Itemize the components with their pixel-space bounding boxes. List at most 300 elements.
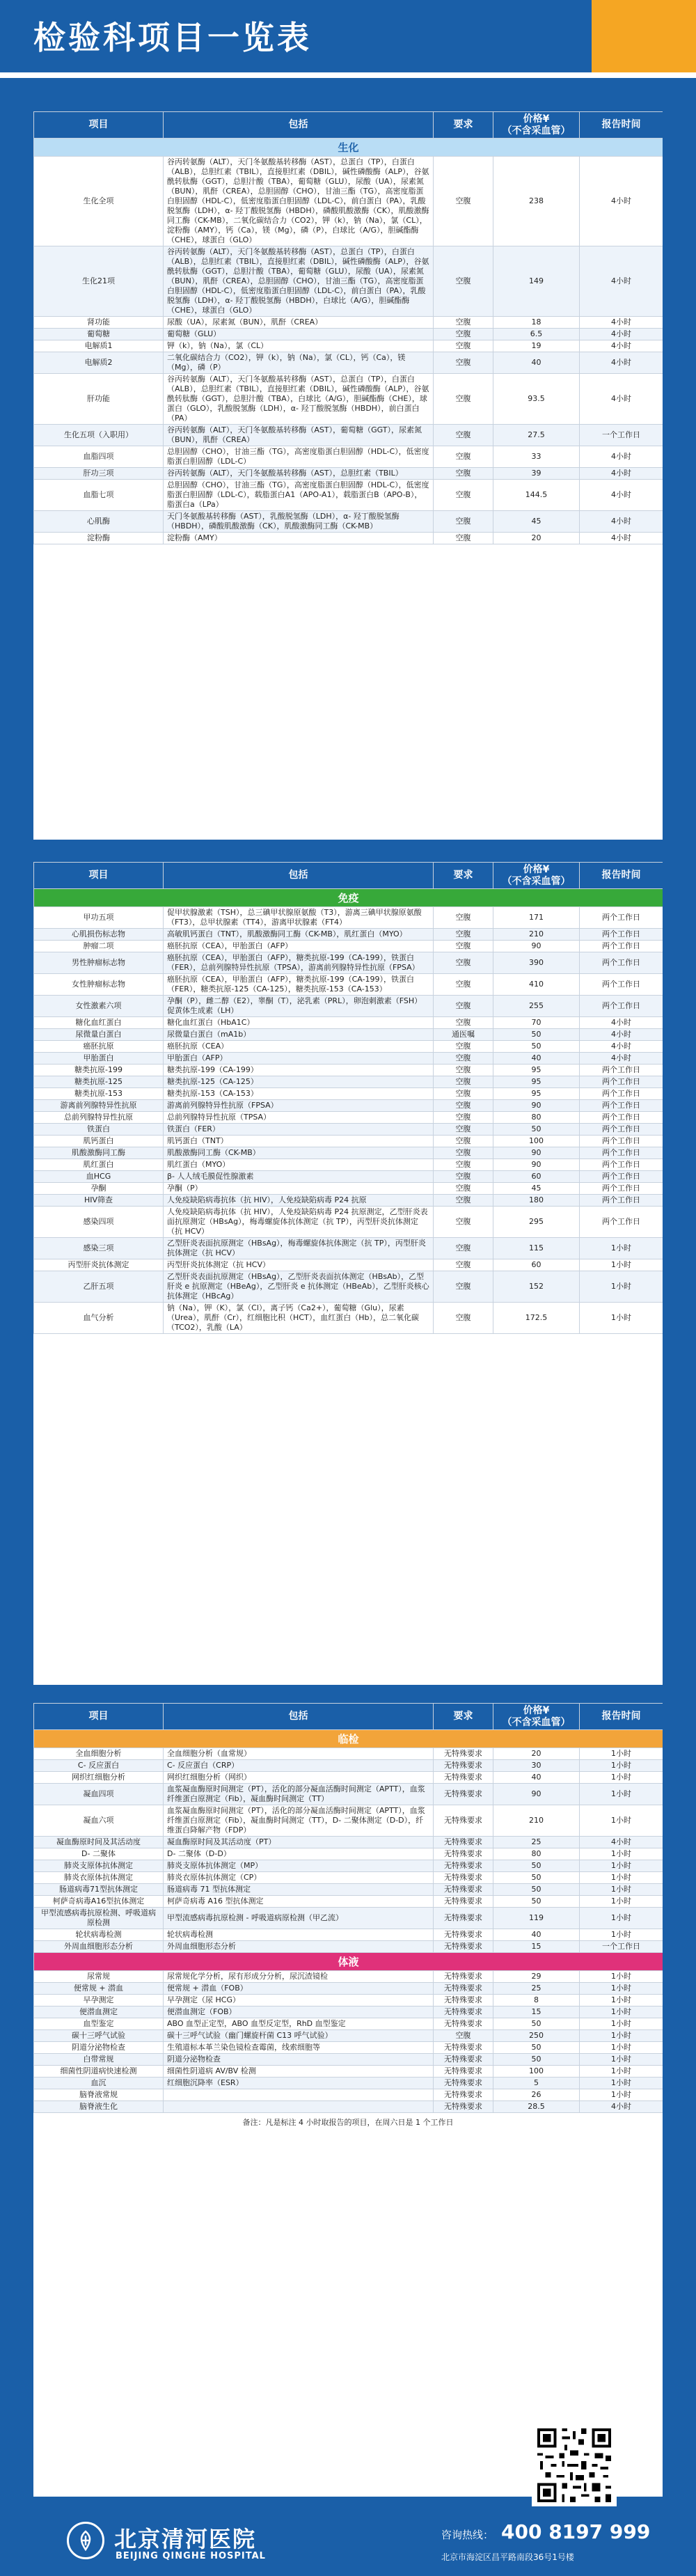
header-accent	[592, 0, 696, 72]
item-requirement: 空腹	[434, 929, 493, 941]
item-name: 尿常规	[34, 1971, 164, 1983]
item-includes: 肌钙蛋白（TNT）	[164, 1136, 434, 1147]
header-price: 价格¥ （不含采血管）	[493, 1704, 580, 1730]
item-requirement: 空腹	[434, 446, 493, 468]
item-name: 感染四项	[34, 1207, 164, 1238]
hotline-label: 咨询热线：	[441, 2529, 494, 2541]
item-report-time: 4小时	[580, 2101, 663, 2113]
item-requirement: 空腹	[434, 468, 493, 480]
table-row	[34, 1805, 663, 1837]
item-includes: 糖类抗原-125（CA-125）	[164, 1076, 434, 1088]
item-name: 血脂四项	[34, 446, 164, 468]
item-requirement: 空腹	[434, 340, 493, 352]
table-header-row	[34, 863, 663, 889]
item-price: 90	[493, 1147, 580, 1159]
item-includes: 癌胚抗原（CEA），甲胎蛋白（AFP），糖类抗原-199（CA-199），铁蛋白（FER），总前列腺特异性抗原（TPSA），游离前列腺特异性抗原（FPSA）	[164, 952, 434, 974]
table-row	[34, 425, 663, 446]
item-report-time: 两个工作日	[580, 1171, 663, 1183]
item-includes: 轮状病毒检测	[164, 1929, 434, 1941]
item-includes: 乙型肝炎表面抗原测定（HBsAg），乙型肝炎表面抗体测定（HBsAb），乙型肝炎 e 抗原测定（HBeAg），乙型肝炎 e 抗体测定（HBeAb），乙型肝炎核心抗体测定（HBcAg）	[164, 1271, 434, 1303]
item-price: 80	[493, 1112, 580, 1124]
item-requirement: 空腹	[434, 352, 493, 374]
item-report-time: 1小时	[580, 1760, 663, 1772]
item-requirement: 空腹	[434, 1207, 493, 1238]
page-footer	[0, 2506, 696, 2576]
item-includes: 谷丙转氨酶（ALT），天门冬氨酸基转移酶（AST），总蛋白（TP），白蛋白（ALB），总胆红素（TBIL），直接胆红素（DBIL），碱性磷酸酶（ALP），谷氨酰转肽酶（GGT），总胆汁酸（TBA），白球比（A/G），胆碱酯酶（CHE），球蛋白（GLO），乳酸脱氢酶（LDH），α- 羟丁酸脱氢酶（HBDH），前白蛋白（PA）	[164, 374, 434, 425]
item-requirement: 空腹	[434, 533, 493, 544]
item-requirement: 无特殊要求	[434, 1837, 493, 1848]
item-name: 感染三项	[34, 1238, 164, 1259]
item-includes: 尿微量白蛋白（mA1b）	[164, 1029, 434, 1041]
item-includes: 凝血酶原时间及其活动度（PT）	[164, 1837, 434, 1848]
item-requirement: 无特殊要求	[434, 1760, 493, 1772]
item-name: 轮状病毒检测	[34, 1929, 164, 1941]
category-title: 临检	[34, 1730, 663, 1748]
item-requirement: 无特殊要求	[434, 2018, 493, 2030]
item-report-time: 1小时	[580, 1860, 663, 1872]
item-name: 便常规 + 潜血	[34, 1983, 164, 1995]
hospital-name-en: BEIJING QINGHE HOSPITAL	[116, 2551, 266, 2561]
table-row	[34, 1088, 663, 1100]
table-row	[34, 1784, 663, 1805]
item-includes: 二氧化碳结合力（CO2），钾（k），钠（Na），氯（CL），钙（Ca），镁（Mg），磷（P）	[164, 352, 434, 374]
table-row	[34, 1147, 663, 1159]
table-row	[34, 974, 663, 996]
item-report-time: 1小时	[580, 1848, 663, 1860]
item-price: 93.5	[493, 374, 580, 425]
item-price: 8	[493, 1995, 580, 2006]
table-row	[34, 1896, 663, 1908]
item-price: 20	[493, 1748, 580, 1760]
item-name: 肌钙蛋白	[34, 1136, 164, 1147]
item-report-time: 两个工作日	[580, 1100, 663, 1112]
table-row	[34, 2078, 663, 2089]
item-requirement: 空腹	[434, 1100, 493, 1112]
item-name: 网织红细胞分析	[34, 1772, 164, 1784]
item-requirement: 无特殊要求	[434, 2078, 493, 2089]
table-row	[34, 1159, 663, 1171]
item-report-time: 1小时	[580, 1784, 663, 1805]
item-name: 碳十三呼气试验	[34, 2030, 164, 2042]
item-includes: 甲胎蛋白（AFP）	[164, 1053, 434, 1065]
item-price: 250	[493, 2030, 580, 2042]
item-requirement: 无特殊要求	[434, 1995, 493, 2006]
item-requirement: 空腹	[434, 1053, 493, 1065]
table-row	[34, 157, 663, 246]
header-requirement: 要求	[434, 863, 493, 889]
item-includes: 肌红蛋白（MYO）	[164, 1159, 434, 1171]
item-includes: 人免疫缺陷病毒抗体（抗 HIV），人免疫缺陷病毒 P24 抗原测定，乙型肝炎表面抗原测定（HBsAg），梅毒螺旋体抗体测定（抗 TP），丙型肝炎抗体测定（抗 HCV）	[164, 1207, 434, 1238]
category-title: 生化	[34, 139, 663, 157]
item-price: 50	[493, 1896, 580, 1908]
item-price: 26	[493, 2089, 580, 2101]
table-footnote: 备注：凡是标注 4 小时取报告的项目，在周六日是 1 个工作日	[33, 2113, 663, 2131]
item-price: 5	[493, 2078, 580, 2089]
price-table	[33, 862, 663, 1334]
table-row	[34, 1207, 663, 1238]
item-includes: 柯萨奇病毒 A16 型抗体测定	[164, 1896, 434, 1908]
hospital-address: 北京市海淀区昌平路南段36号1号楼	[441, 2552, 574, 2562]
item-price: 50	[493, 2054, 580, 2066]
table-row	[34, 468, 663, 480]
item-requirement: 无特殊要求	[434, 1884, 493, 1896]
item-name: 电解质2	[34, 352, 164, 374]
item-report-time: 1小时	[580, 2078, 663, 2089]
table-row	[34, 1100, 663, 1112]
table-row	[34, 1076, 663, 1088]
item-name: 葡萄糖	[34, 329, 164, 340]
item-price: 15	[493, 1941, 580, 1953]
item-name: 肠道病毒71型抗体测定	[34, 1884, 164, 1896]
table-row	[34, 1303, 663, 1334]
item-price: 39	[493, 468, 580, 480]
item-name: 血沉	[34, 2078, 164, 2089]
item-requirement: 无特殊要求	[434, 1748, 493, 1760]
table-row	[34, 1238, 663, 1259]
item-report-time: 1小时	[580, 1908, 663, 1929]
table-row	[34, 533, 663, 544]
item-name: 早孕测定	[34, 1995, 164, 2006]
table-row	[34, 1872, 663, 1884]
item-includes: 谷丙转氨酶（ALT），天门冬氨酸基转移酶（AST），葡萄糖（GGT），尿素氮（BUN），肌酐（CREA）	[164, 425, 434, 446]
item-report-time: 两个工作日	[580, 1088, 663, 1100]
item-report-time: 4小时	[580, 374, 663, 425]
item-report-time: 1小时	[580, 2030, 663, 2042]
item-price: 50	[493, 1884, 580, 1896]
item-includes: 孕酮（P）	[164, 1183, 434, 1195]
table-row	[34, 1259, 663, 1271]
table-row	[34, 929, 663, 941]
item-report-time: 1小时	[580, 1805, 663, 1837]
item-price: 90	[493, 1100, 580, 1112]
item-name: 糖化血红蛋白	[34, 1017, 164, 1029]
item-includes: 谷丙转氨酶（ALT），天门冬氨酸基转移酶（AST），总蛋白（TP），白蛋白（ALB），总胆红素（TBIL），直接胆红素（DBIL），碱性磷酸酶（ALP），谷氨酰转肽酶（GGT），总胆汁酸（TBA），葡萄糖（GLU），尿酸（UA），尿素氮（BUN），肌酐（CREA），总胆固醇（CHO），甘油三酯（TG），高密度脂蛋白胆固醇（HDL-C），低密度脂蛋白胆固醇（LDL-C），前白蛋白（PA），乳酸脱氢酶（LDH），α- 羟丁酸脱氢酶（HBDH），白球比（A/G），胆碱酯酶（CHE），球蛋白（GLO）	[164, 246, 434, 317]
item-requirement: 空腹	[434, 157, 493, 246]
table-row	[34, 352, 663, 374]
table-row	[34, 1053, 663, 1065]
item-includes: 天门冬氨酸基转移酶（AST），乳酸脱氢酶（LDH），α- 羟丁酸脱氢酶（HBDH），磷酸肌酸激酶（CK），肌酸激酶同工酶（CK-MB）	[164, 511, 434, 533]
item-requirement: 无特殊要求	[434, 1896, 493, 1908]
item-name: 脑脊液常规	[34, 2089, 164, 2101]
table-row	[34, 2042, 663, 2054]
item-report-time: 4小时	[580, 446, 663, 468]
header-report-time: 报告时间	[580, 1704, 663, 1730]
item-requirement: 无特殊要求	[434, 2101, 493, 2113]
item-report-time: 两个工作日	[580, 929, 663, 941]
item-price: 90	[493, 941, 580, 952]
table-row	[34, 1983, 663, 1995]
item-report-time: 1小时	[580, 2066, 663, 2078]
item-price: 172.5	[493, 1303, 580, 1334]
item-name: 乙肝五项	[34, 1271, 164, 1303]
item-includes: 血浆凝血酶原时间测定（PT），活化的部分凝血活酶时间测定（APTT），血浆纤维蛋白原测定（Fib），凝血酶时间测定（TT）	[164, 1784, 434, 1805]
item-price: 50	[493, 1124, 580, 1136]
item-price: 6.5	[493, 329, 580, 340]
item-requirement: 空腹	[434, 511, 493, 533]
item-requirement: 通医嘱	[434, 1029, 493, 1041]
header-project: 项目	[34, 1704, 164, 1730]
item-name: 甲功五项	[34, 907, 164, 929]
item-price: 210	[493, 1805, 580, 1837]
header-project: 项目	[34, 112, 164, 139]
item-includes: 游离前列腺特异性抗原（FPSA）	[164, 1100, 434, 1112]
table-row	[34, 1195, 663, 1207]
item-report-time: 一个工作日	[580, 425, 663, 446]
item-name: 淀粉酶	[34, 533, 164, 544]
item-requirement: 无特殊要求	[434, 1908, 493, 1929]
table-row	[34, 480, 663, 511]
item-includes: 阴道分泌物检查	[164, 2054, 434, 2066]
item-name: 女性肿瘤标志物	[34, 974, 164, 996]
item-report-time: 1小时	[580, 1896, 663, 1908]
item-name: 尿微量白蛋白	[34, 1029, 164, 1041]
item-report-time: 4小时	[580, 468, 663, 480]
item-report-time: 1小时	[580, 2006, 663, 2018]
item-name: 肺炎衣原体抗体测定	[34, 1872, 164, 1884]
item-price: 100	[493, 1136, 580, 1147]
table-row	[34, 952, 663, 974]
table-row	[34, 996, 663, 1017]
item-requirement: 无特殊要求	[434, 1805, 493, 1837]
item-name: 肿瘤二项	[34, 941, 164, 952]
item-includes: 葡萄糖（GLU）	[164, 329, 434, 340]
item-price: 15	[493, 2006, 580, 2018]
item-report-time: 两个工作日	[580, 1076, 663, 1088]
item-name: 凝血六项	[34, 1805, 164, 1837]
item-price: 28.5	[493, 2101, 580, 2113]
item-name: 白带常规	[34, 2054, 164, 2066]
item-report-time: 4小时	[580, 533, 663, 544]
item-name: 肝功三项	[34, 468, 164, 480]
hotline-number: 400 8197 999	[501, 2520, 651, 2543]
item-price: 90	[493, 1784, 580, 1805]
item-includes: β- 人人绒毛膜促性腺激素	[164, 1171, 434, 1183]
item-report-time: 1小时	[580, 1271, 663, 1303]
item-includes: 孕酮（P），雌二醇（E2），睾酮（T），泌乳素（PRL），卵泡刺激素（FSH）促黄体生成素（LH）	[164, 996, 434, 1017]
item-price: 171	[493, 907, 580, 929]
item-report-time: 两个工作日	[580, 1195, 663, 1207]
item-includes: 肺炎衣原体抗体测定（CP）	[164, 1872, 434, 1884]
item-name: 癌胚抗原	[34, 1041, 164, 1053]
item-includes	[164, 2101, 434, 2113]
item-requirement: 空腹	[434, 1076, 493, 1088]
item-requirement: 空腹	[434, 1136, 493, 1147]
item-name: 肌酸激酶同工酶	[34, 1147, 164, 1159]
item-requirement: 空腹	[434, 1065, 493, 1076]
item-price: 90	[493, 1159, 580, 1171]
item-includes: 肺炎支原体抗体测定（MP）	[164, 1860, 434, 1872]
item-includes: 铁蛋白（FER）	[164, 1124, 434, 1136]
table-row	[34, 511, 663, 533]
item-requirement: 空腹	[434, 941, 493, 952]
item-report-time: 两个工作日	[580, 1183, 663, 1195]
item-report-time: 1小时	[580, 1929, 663, 1941]
item-report-time: 两个工作日	[580, 1207, 663, 1238]
item-requirement: 空腹	[434, 1259, 493, 1271]
item-report-time: 1小时	[580, 2042, 663, 2054]
table-row	[34, 2006, 663, 2018]
price-table	[33, 111, 663, 544]
item-requirement: 无特殊要求	[434, 2042, 493, 2054]
item-name: D- 二聚体	[34, 1848, 164, 1860]
category-row	[34, 139, 663, 157]
item-name: 糖类抗原-153	[34, 1088, 164, 1100]
item-price: 29	[493, 1971, 580, 1983]
item-name: 全血细胞分析	[34, 1748, 164, 1760]
table-row	[34, 329, 663, 340]
item-name: 女性激素六项	[34, 996, 164, 1017]
item-includes: 高敏肌钙蛋白（TNT），肌酸激酶同工酶（CK-MB），肌红蛋白（MYO）	[164, 929, 434, 941]
item-requirement: 无特殊要求	[434, 1772, 493, 1784]
item-report-time: 两个工作日	[580, 952, 663, 974]
item-name: 甲胎蛋白	[34, 1053, 164, 1065]
category-title: 体液	[34, 1953, 663, 1971]
item-report-time: 两个工作日	[580, 907, 663, 929]
item-requirement: 空腹	[434, 1112, 493, 1124]
table-row	[34, 2089, 663, 2101]
header-includes: 包括	[164, 112, 434, 139]
item-name: 外周血细胞形态分析	[34, 1941, 164, 1953]
item-requirement: 空腹	[434, 329, 493, 340]
item-requirement: 空腹	[434, 1238, 493, 1259]
item-name: 丙型肝炎抗体测定	[34, 1259, 164, 1271]
item-report-time: 4小时	[580, 1029, 663, 1041]
item-name: 甲型流感病毒抗原检测、呼吸道病原检测	[34, 1908, 164, 1929]
item-includes: 钠（Na），钾（K），氯（Cl），离子钙（Ca2+），葡萄糖（Glu），尿素（Urea），肌酐（Cr），红细胞比积（HCT），血红蛋白（Hb），总二氧化碳（TCO2），乳酸（LA）	[164, 1303, 434, 1334]
item-requirement: 空腹	[434, 2030, 493, 2042]
item-includes: 网织红细胞分析（网织）	[164, 1772, 434, 1784]
item-price: 60	[493, 1171, 580, 1183]
item-price: 149	[493, 246, 580, 317]
item-report-time: 1小时	[580, 1884, 663, 1896]
table-row	[34, 1183, 663, 1195]
item-report-time: 两个工作日	[580, 1147, 663, 1159]
table-row	[34, 2101, 663, 2113]
table-row	[34, 1760, 663, 1772]
page-header	[0, 0, 696, 72]
item-report-time: 4小时	[580, 1053, 663, 1065]
item-includes: 糖类抗原-199（CA-199）	[164, 1065, 434, 1076]
item-price: 33	[493, 446, 580, 468]
item-includes: 糖类抗原-153（CA-153）	[164, 1088, 434, 1100]
table-row	[34, 1017, 663, 1029]
item-price: 30	[493, 1760, 580, 1772]
header-includes: 包括	[164, 1704, 434, 1730]
item-requirement: 空腹	[434, 1041, 493, 1053]
item-requirement: 空腹	[434, 1088, 493, 1100]
table-row	[34, 1995, 663, 2006]
table-row	[34, 1848, 663, 1860]
hospital-name-cn: 北京清河医院	[114, 2526, 257, 2552]
item-requirement: 无特殊要求	[434, 1860, 493, 1872]
category-row	[34, 889, 663, 907]
header-price: 价格¥ （不含采血管）	[493, 863, 580, 889]
item-requirement: 空腹	[434, 317, 493, 329]
item-name: 肺炎支原体抗体测定	[34, 1860, 164, 1872]
table-row	[34, 2054, 663, 2066]
table-section	[33, 111, 663, 840]
item-requirement: 空腹	[434, 1271, 493, 1303]
item-requirement: 空腹	[434, 1159, 493, 1171]
item-includes: 血浆凝血酶原时间测定（PT），活化的部分凝血活酶时间测定（APTT），血浆纤维蛋白原测定（Fib），凝血酶时间测定（TT），D- 二聚体测定（D-D），纤维蛋白降解产物（FDP）	[164, 1805, 434, 1837]
item-includes: 尿常规化学分析，尿有形成分分析，尿沉渣镜检	[164, 1971, 434, 1983]
hospital-logo-icon	[67, 2522, 104, 2559]
item-includes: ABO 血型正定型，ABO 血型反定型，RhD 血型鉴定	[164, 2018, 434, 2030]
item-requirement: 无特殊要求	[434, 1971, 493, 1983]
item-includes: 乙型肝炎表面抗原测定（HBsAg），梅毒螺旋体抗体测定（抗 TP），丙型肝炎抗体测定（抗 HCV）	[164, 1238, 434, 1259]
item-price: 50	[493, 2018, 580, 2030]
item-name: 便潜血测定	[34, 2006, 164, 2018]
item-report-time: 4小时	[580, 1837, 663, 1848]
item-report-time: 4小时	[580, 352, 663, 374]
item-name: 男性肿瘤标志物	[34, 952, 164, 974]
item-includes: 细菌性阴道病 AV/BV 检测	[164, 2066, 434, 2078]
item-report-time: 4小时	[580, 480, 663, 511]
item-report-time: 4小时	[580, 1017, 663, 1029]
item-name: 柯萨奇病毒A16型抗体测定	[34, 1896, 164, 1908]
item-price: 45	[493, 511, 580, 533]
item-includes: 碳十三呼气试验（幽门螺旋杆菌 C13 呼气试验）	[164, 2030, 434, 2042]
item-requirement: 空腹	[434, 1303, 493, 1334]
header-divider	[0, 72, 696, 78]
item-requirement: 无特殊要求	[434, 1929, 493, 1941]
item-price: 95	[493, 1076, 580, 1088]
item-report-time: 1小时	[580, 1772, 663, 1784]
item-includes: 红细胞沉降率（ESR）	[164, 2078, 434, 2089]
item-includes: 外周血细胞形态分析	[164, 1941, 434, 1953]
table-row	[34, 374, 663, 425]
item-requirement: 无特殊要求	[434, 2066, 493, 2078]
item-price: 95	[493, 1065, 580, 1076]
item-includes: 便常规 + 潜血（FOB）	[164, 1983, 434, 1995]
item-price: 50	[493, 1041, 580, 1053]
item-name: 生化五项（入职用）	[34, 425, 164, 446]
table-row	[34, 1908, 663, 1929]
item-price: 40	[493, 1929, 580, 1941]
item-price: 19	[493, 340, 580, 352]
item-name: 心肌损伤标志物	[34, 929, 164, 941]
item-price: 152	[493, 1271, 580, 1303]
item-requirement: 空腹	[434, 480, 493, 511]
table-row	[34, 246, 663, 317]
item-requirement: 无特殊要求	[434, 2054, 493, 2066]
table-row	[34, 1860, 663, 1872]
item-includes: 肠道病毒 71 型抗体测定	[164, 1884, 434, 1896]
item-price: 25	[493, 1983, 580, 1995]
item-price: 40	[493, 352, 580, 374]
item-includes: 癌胚抗原（CEA），甲胎蛋白（AFP）	[164, 941, 434, 952]
item-requirement: 无特殊要求	[434, 2089, 493, 2101]
item-name: 总前列腺特异性抗原	[34, 1112, 164, 1124]
item-price: 25	[493, 1837, 580, 1848]
item-name: 凝血四项	[34, 1784, 164, 1805]
table-row	[34, 446, 663, 468]
item-name: 心肌酶	[34, 511, 164, 533]
item-price: 144.5	[493, 480, 580, 511]
table-section	[33, 1703, 663, 2497]
header-requirement: 要求	[434, 1704, 493, 1730]
item-price: 390	[493, 952, 580, 974]
item-report-time: 1小时	[580, 1748, 663, 1760]
table-row	[34, 1941, 663, 1953]
item-name: 生化21项	[34, 246, 164, 317]
item-report-time: 两个工作日	[580, 996, 663, 1017]
item-requirement: 空腹	[434, 974, 493, 996]
item-requirement: 无特殊要求	[434, 1872, 493, 1884]
item-report-time: 4小时	[580, 317, 663, 329]
item-requirement: 空腹	[434, 1017, 493, 1029]
table-row	[34, 1772, 663, 1784]
